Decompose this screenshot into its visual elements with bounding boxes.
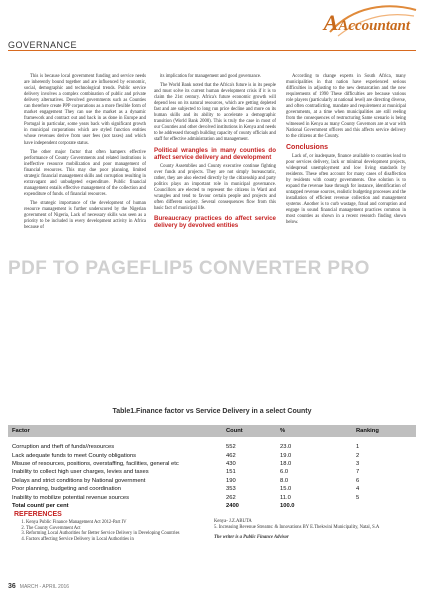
- references-heading: REFERENCES: [14, 511, 62, 518]
- table-row: Inability to collect high user charges, levies and taxes 151 6.0 7: [12, 469, 360, 476]
- reference-item: 5. Increasing Revenue Streams: & Innovations BY E.Thekwini Municipality, Natal, S.A: [214, 524, 380, 530]
- table-row: Misuse of resources, positions, overstaffing, facilities, general etc 430 18.0 3: [12, 460, 360, 467]
- header-divider: [8, 50, 416, 51]
- subheading: Political wrangles in many counties do affect service delivery and development: [154, 146, 276, 161]
- page-footer: [8, 583, 69, 590]
- reference-item: 4. Factors affecting Service Delivery in Local Authorities in: [26, 537, 214, 543]
- paragraph: The other major factor that often hampers effective performance of County Governments and related institutions is ineffective resource mobilization and poor management of financial resources. This may due poor planning, limited strategic financial management skills and corruption resulting in extravagant and unbudgeted expenditure. Public financial management entails effective management of the collection and expenditure of funds. of financial resources.: [24, 149, 146, 197]
- article-column-3: [286, 74, 406, 229]
- table-row: Corruption and theft of funds//resources 552 23.0 1: [12, 444, 360, 451]
- reference-item: 1. Kenya Public Finance Management Act 2012-Part IV: [26, 520, 214, 526]
- reference-item: Kenya- J.Z.ABUTA: [214, 519, 252, 524]
- table-row: Poor planning, budgeting and coordination 353 15.0 4: [12, 486, 360, 493]
- table-title: Table1.Finance factor vs Service Delivery in a select County: [112, 408, 312, 415]
- table-row: Lack adequate funds to meet County obligations 462 19.0 2: [12, 452, 360, 459]
- paragraph: Lack of, or inadequate, finance available to counties lead to poor services delivery, lack or minimal development projects, widespread unemployment and low living standards by residents. These often account for many cases of disaffection by residents with county governments. One solution is to expand the revenue base through for instance, identification of untapped revenue sources, realistic budgeting processes and the installation of efficient revenue collection and management systems .Another is to curb wastage, fraud and corruption and engage in sound financial management practices common in most counties as shown in a recent research finding shown below.: [286, 153, 406, 226]
- references-list: [14, 512, 214, 543]
- references-continued: [214, 519, 414, 540]
- paragraph: The World Bank noted that the Africa's future is in its people and must solve its current human development crisis if it is to claim the 21st century. Africa's future economic growth will depend less on its natural resources, which are getting depleted fast and are subjected to long run price decline and more on its human skills and its ability to accelerate a demographic transition (World Bank 2000). This is truly the case in most of our Counties and other devolved institutions in Kenya and needs to be addressed through building capacity of county officials and staff for effective administration and management.: [154, 83, 276, 143]
- author-note: The writer is a Public Finance Advisor: [214, 534, 289, 540]
- conclusions-heading: Conclusions: [286, 143, 329, 151]
- page-number: 36: [8, 583, 16, 590]
- article-column-1: [24, 74, 146, 234]
- magazine-logo: AAccountant: [323, 10, 410, 35]
- watermark: PDF TO PAGEFLIP5 CONVERTER PRO: [8, 258, 370, 279]
- section-title: GOVERNANCE: [8, 40, 78, 50]
- column-header: Ranking: [352, 425, 416, 437]
- table-total-row: Total count/ per cent 2400 100.0: [12, 502, 295, 509]
- finance-factor-table: [8, 425, 416, 510]
- article-column-2: [154, 74, 276, 232]
- paragraph: its implication for management and good governance.: [160, 74, 262, 79]
- paragraph: According to change experts in South Africa, many municipalities in that nation have experienced serious difficulties in adjusting to the new demarcation and the new requirements of 1990 These difficulties are because various role players (particularly at national level) are directing diverse, and often contradicting, mandate and requirement at municipal governments, at a time when municipalities are still reeling from the consequences of restructuring Same scenario is being witnessed in Kenya as many County Governors are at war with National Government officers and this affects service delivery to the citizens at the County.: [286, 74, 406, 140]
- table-row: Delays and strict conditions by National government 190 8.0 6: [12, 477, 360, 484]
- reference-item: 2. The County Government Act: [26, 526, 214, 532]
- paragraph: County Assemblies and County executive continue fighting over funds and projects. They are not simply bureaucratic, rather, they are also elected directly by the citizenship and party politics plays an important role in municipal governance. Councillors are elected to represent the citizens in Ward and wrangles and tend to favour certain people and projects and often different society. Several consequences flow from this basic fact of municipal life.: [154, 163, 276, 211]
- table-row: Inability to mobilize potential revenue sources 262 11.0 5: [12, 494, 360, 501]
- column-header: Count: [222, 425, 276, 437]
- paragraph: This is because local government funding and service needs are inherently bound together and are influenced by economic, social, demographic and technological trends. Public service delivery involves a complex combination of public and private delivery alternatives. Devolved governments such as Counties can therefore create PPP corporations as a more flexible form of market engagement They can use the market as a dynamic framework and contract out and back in as done in Europe and Portugal in particular, some years back with significant growth in municipal corporations which are styled function entities whose revenues derive from user fees (not taxes) and which have independent corporate status.: [24, 74, 146, 146]
- page-header: [0, 0, 424, 54]
- paragraph: The strategic importance of the development of human resource management is further underscored by the Nigerian government of Nigeria, Lack of necessary skills was seen as a priority to be included in every development activity in Africa because of: [24, 200, 146, 231]
- table-header-row: [8, 425, 416, 437]
- column-header: Factor: [8, 425, 222, 437]
- column-header: %: [276, 425, 352, 437]
- subheading: Bureaucracy practices do affect service delivery by devolved entities: [154, 214, 276, 229]
- issue-date: MARCH - APRIL 2016: [19, 584, 70, 590]
- reference-item: 3. Reforming Local Authorities for Better Service Delivery in Developing Countries: [26, 531, 214, 537]
